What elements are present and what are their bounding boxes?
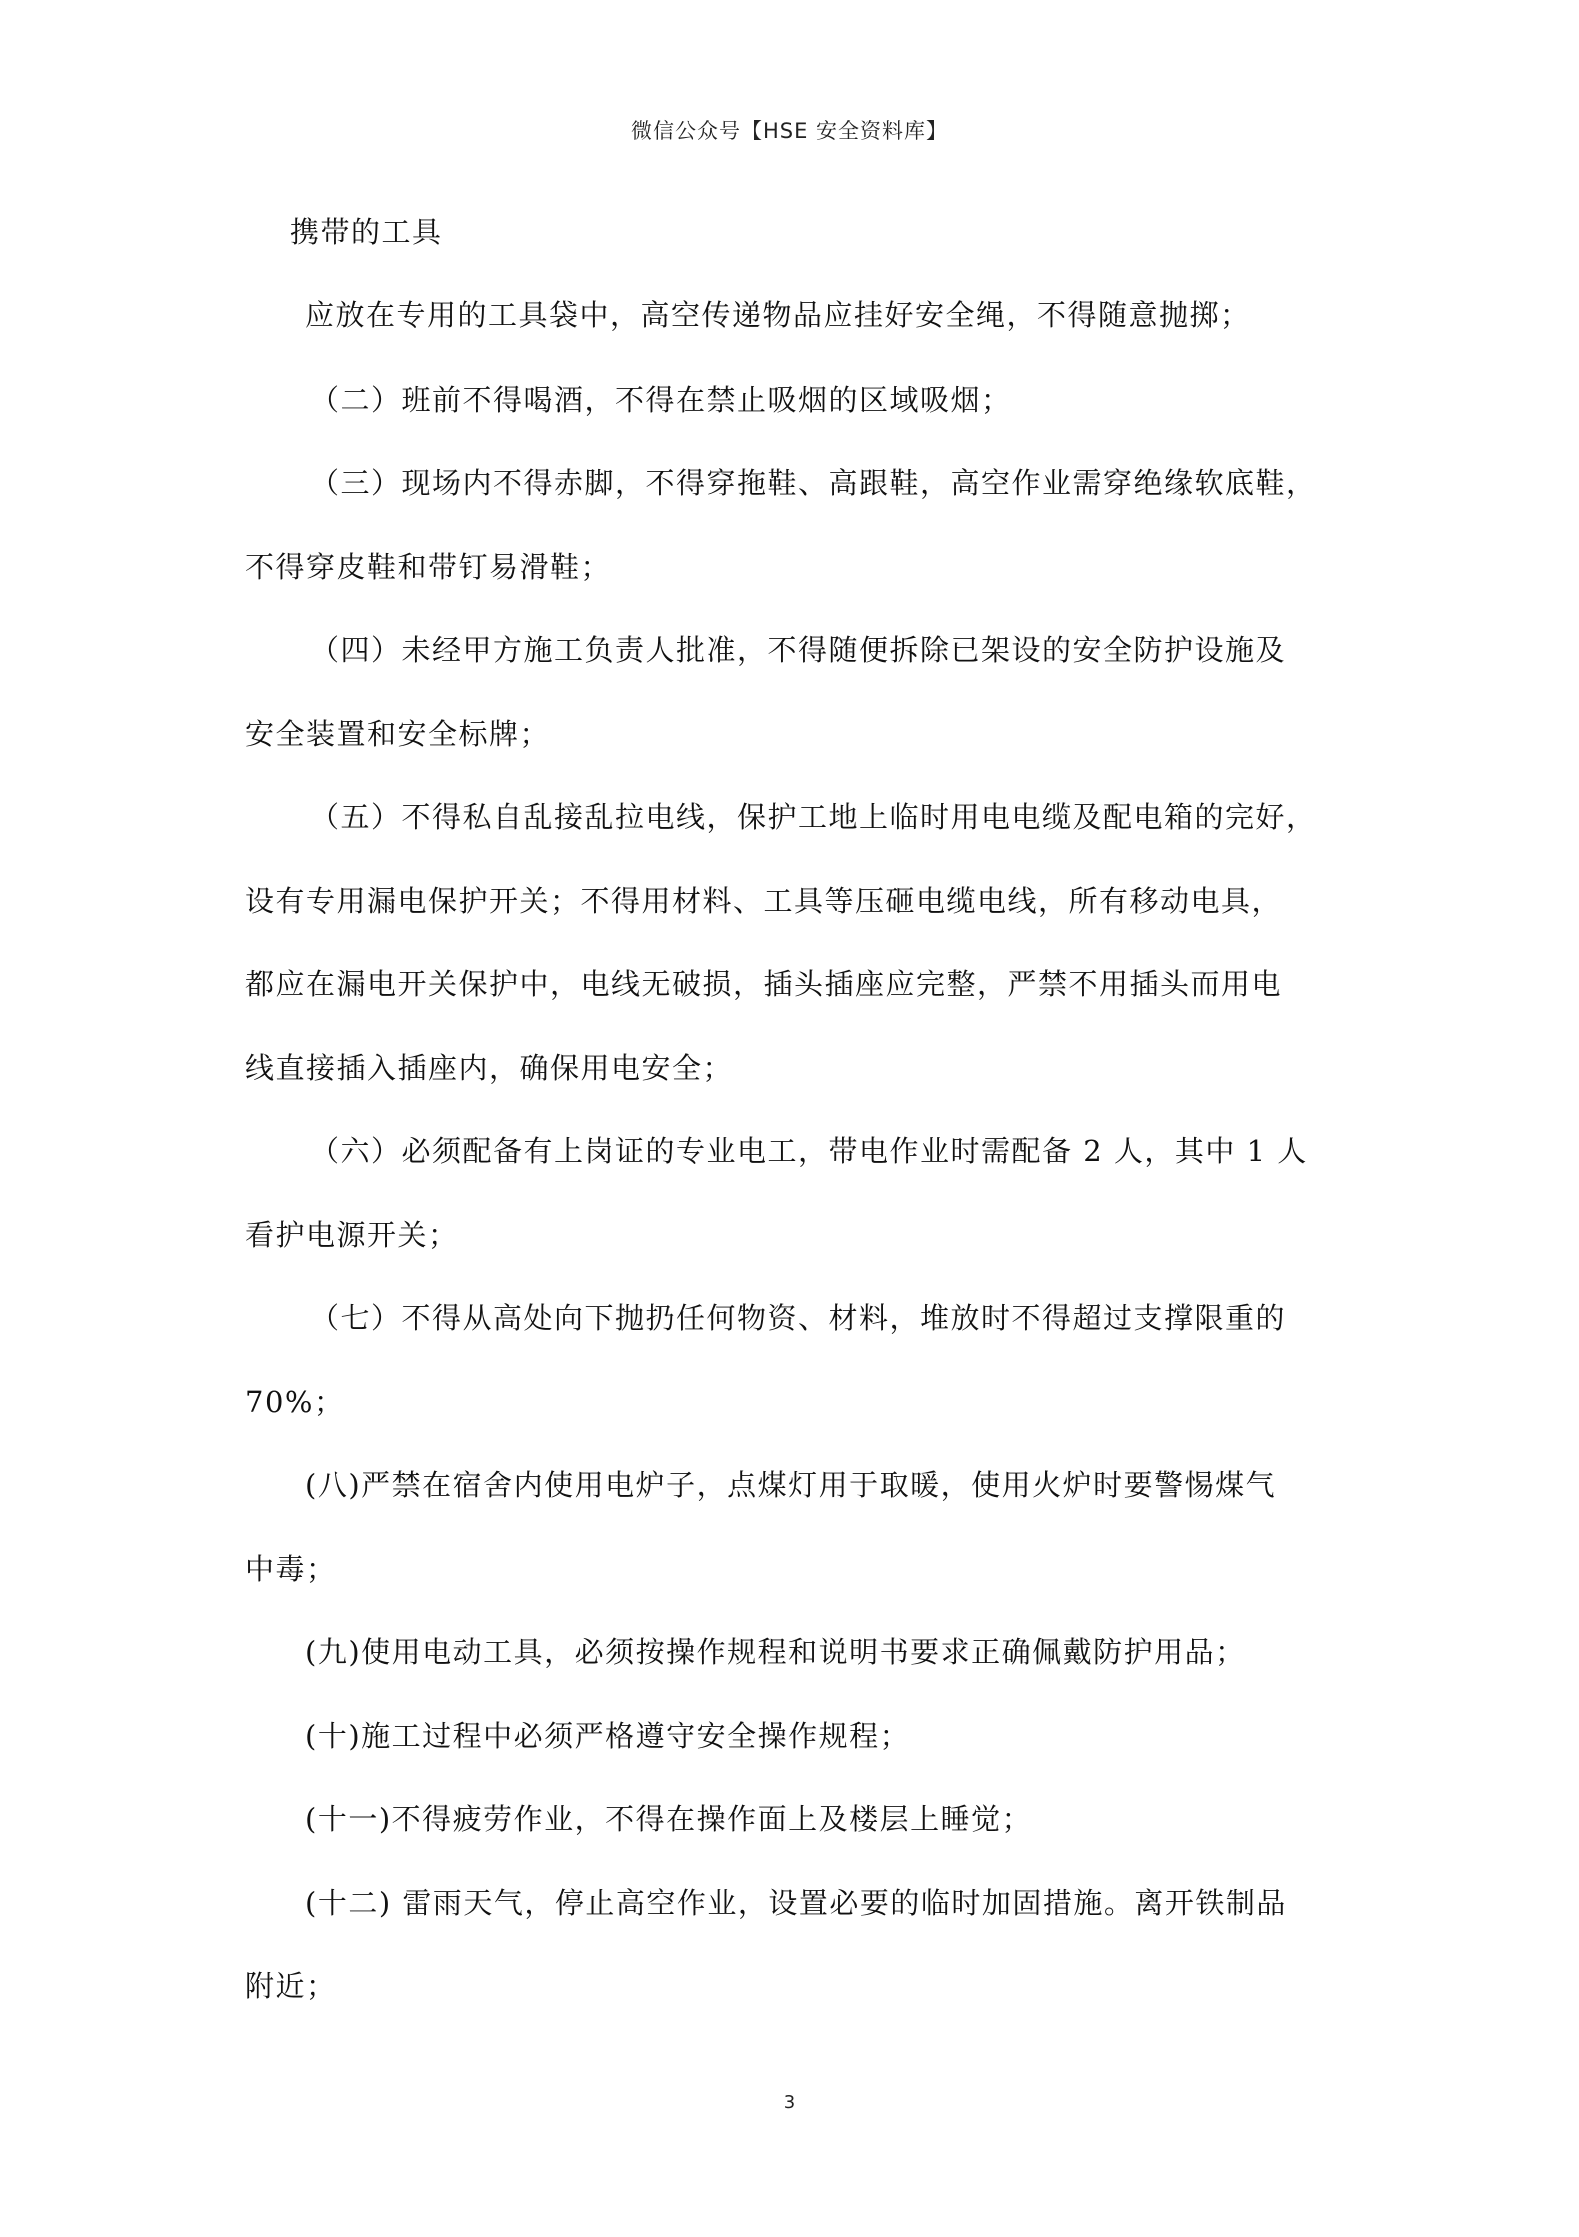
text-line: （七）不得从高处向下抛扔任何物资、材料，堆放时不得超过支撑限重的: [310, 1301, 1287, 1335]
text-line: （四）未经甲方施工负责人批准，不得随便拆除已架设的安全防护设施及: [310, 633, 1287, 667]
text-line: （三）现场内不得赤脚，不得穿拖鞋、高跟鞋，高空作业需穿绝缘软底鞋，: [310, 466, 1317, 500]
text-line: 附近；: [245, 1969, 337, 2003]
page-header: 微信公众号【HSE 安全资料库】: [630, 119, 949, 143]
text-line: (八)严禁在宿舍内使用电炉子，点煤灯用于取暖，使用火炉时要警惕煤气: [305, 1468, 1277, 1502]
page-number: 3: [783, 2092, 796, 2113]
text-line: 安全装置和安全标牌；: [245, 717, 551, 751]
text-line: (十二) 雷雨天气，停止高空作业，设置必要的临时加固措施。离开铁制品: [305, 1886, 1287, 1920]
text-line: 看护电源开关；: [245, 1218, 459, 1252]
text-line: (十一)不得疲劳作业，不得在操作面上及楼层上睡觉；: [305, 1802, 1033, 1836]
text-line: 中毒；: [245, 1552, 337, 1586]
text-line: 携带的工具: [290, 215, 443, 249]
text-line: 都应在漏电开关保护中，电线无破损，插头插座应完整，严禁不用插头而用电: [245, 967, 1283, 1001]
text-line: (十)施工过程中必须严格遵守安全操作规程；: [305, 1719, 911, 1753]
text-line: 70%；: [245, 1385, 345, 1419]
text-line: （六）必须配备有上岗证的专业电工，带电作业时需配备 2 人，其中 1 人: [310, 1134, 1308, 1168]
text-line: (九)使用电动工具，必须按操作规程和说明书要求正确佩戴防护用品；: [305, 1635, 1246, 1669]
text-line: （二）班前不得喝酒，不得在禁止吸烟的区域吸烟；: [310, 383, 1012, 417]
text-line: 线直接插入插座内，确保用电安全；: [245, 1051, 734, 1085]
text-line: 不得穿皮鞋和带钉易滑鞋；: [245, 550, 612, 584]
text-line: （五）不得私自乱接乱拉电线，保护工地上临时用电电缆及配电箱的完好，: [310, 800, 1317, 834]
text-line: 应放在专用的工具袋中，高空传递物品应挂好安全绳，不得随意抛掷；: [305, 298, 1251, 332]
text-line: 设有专用漏电保护开关；不得用材料、工具等压砸电缆电线，所有移动电具，: [245, 884, 1283, 918]
